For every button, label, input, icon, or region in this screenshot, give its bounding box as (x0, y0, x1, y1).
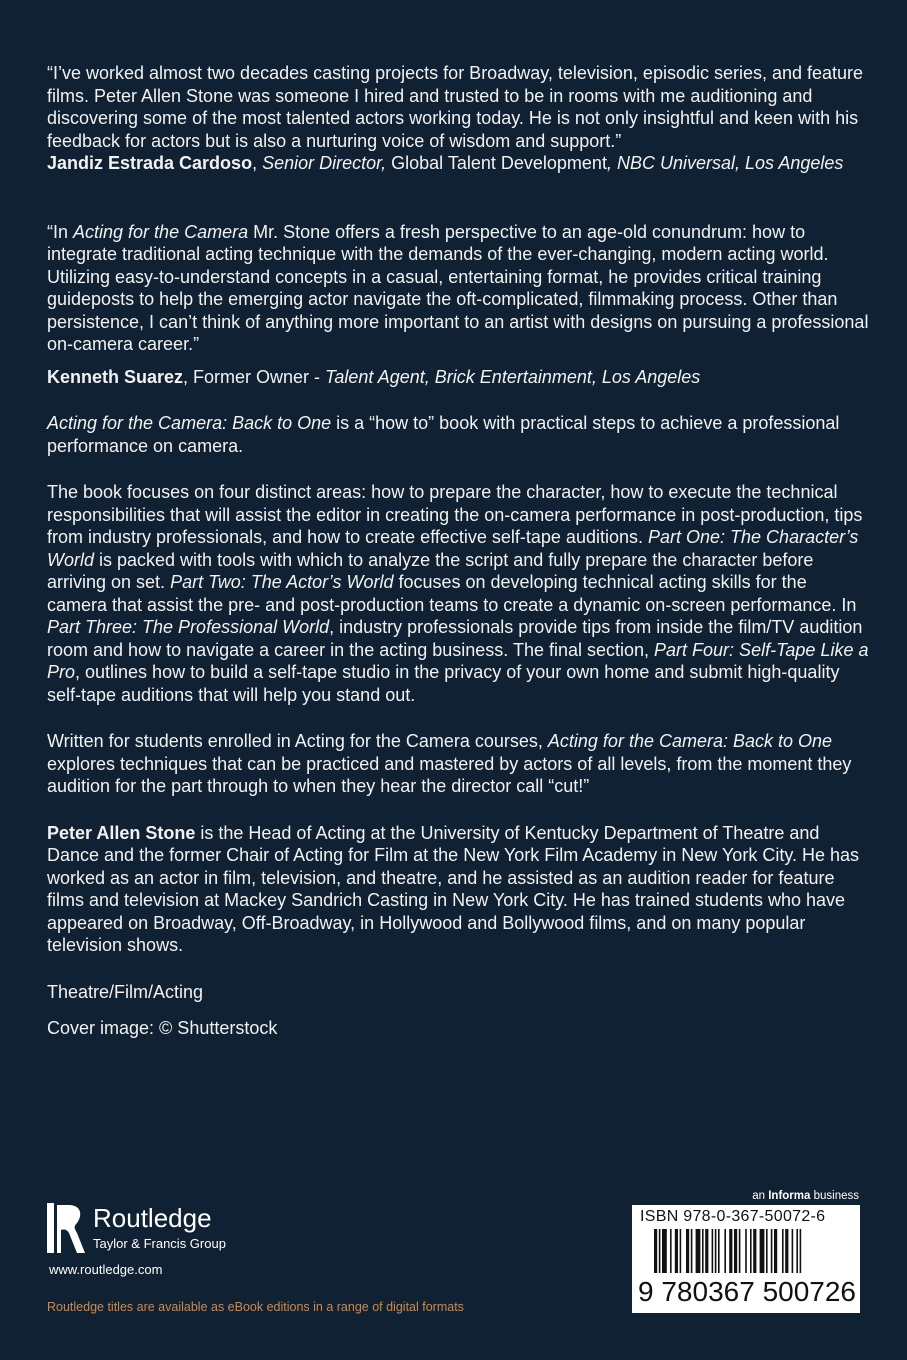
bold-text: Peter Allen Stone (47, 822, 196, 843)
text-run: , outlines how to build a self-tape studio in the privacy of your own home and submit high-quality self-tape auditions that will help you stand out. (47, 662, 840, 705)
back-cover-text (47, 62, 869, 1040)
publisher-url[interactable]: www.routledge.com (49, 1262, 163, 1277)
barcode-bar (800, 1229, 802, 1273)
informa-post: business (810, 1190, 859, 1202)
barcode-bar (753, 1229, 756, 1273)
barcode-bar (782, 1229, 784, 1273)
text-run: is packed with tools with which to analyze the script and fully prepare the character before arriving on set. (47, 549, 814, 592)
barcode-bar (766, 1229, 768, 1273)
italic-text: Part Three: The Professional World (47, 617, 330, 637)
barcode-bar (691, 1229, 693, 1273)
barcode-bar (696, 1229, 701, 1273)
italic-text: Acting for the Camera (73, 221, 249, 242)
text-run: The book focuses on four distinct areas: how to prepare the character, how to execute the technical responsibilities that will assist the editor in creating the on-camera performance in post-production, tips from industry professionals, and how to create effective self-tape auditions. (47, 482, 863, 547)
book-description (47, 481, 869, 706)
barcode-bar (715, 1229, 717, 1273)
informa-business-label (752, 1190, 859, 1202)
text-run: is the Head of Acting at the University of Kentucky Department of Theatre and Dance and the former Chair of Acting for Film at the New York Film Academy in New York City. He has worked as an actor in film, television, and theatre, and he assisted as an audition reader for feature films and television at Mackey Sandrich Casting in New York City. He has trained students who have appeared on Broadway, Off-Broadway, in Hollywood and Bollywood films, and on many popular television shows. (47, 822, 860, 955)
barcode-bar (760, 1229, 765, 1273)
barcode-bar (712, 1229, 714, 1273)
text-run: focuses on developing technical acting skills for the camera that assist the pre- and post-production teams to create a dynamic on-screen performance. In (47, 572, 857, 615)
cover-image-credit (47, 1017, 869, 1040)
barcode-bar (739, 1229, 741, 1273)
italic-text: , NBC Universal, Los Angeles (606, 153, 844, 173)
text-run: is a “how to” book with practical steps to achieve a professional performance on camera. (47, 413, 840, 456)
barcode-bar (729, 1229, 732, 1273)
italic-text: Acting for the Camera: Back to One (47, 413, 332, 433)
barcode-bar (670, 1229, 672, 1273)
author-bio (47, 822, 869, 957)
bold-text: Jandiz Estrada Cardoso (47, 153, 253, 173)
text-run: “I’ve worked almost two decades casting projects for Broadway, television, episodic series, and feature films. Peter Allen Stone was someone I hired and trusted to be in rooms with me auditioning and discovering some of the most talented actors working today. He is not only insightful and keen with his feedback for actors but is also a nurturing voice of wisdom and support.” (47, 63, 864, 151)
barcode-bar (792, 1229, 794, 1273)
barcode-bar (659, 1229, 661, 1273)
barcode-bar (785, 1229, 788, 1273)
publisher-group: Taylor & Francis Group (93, 1236, 226, 1251)
text-run: Cover image: © Shutterstock (47, 1018, 278, 1038)
testimonial-2-quote (47, 221, 869, 356)
barcode-bar (675, 1229, 678, 1273)
text-run: explores techniques that can be practiced and mastered by actors of all levels, from the moment they audition for the part through to when they hear the director call “cut!” (47, 753, 852, 796)
italic-text: Senior Director, (262, 153, 387, 173)
ebook-note: Routledge titles are available as eBook editions in a range of digital formats (47, 1300, 464, 1314)
barcode-bar (745, 1229, 747, 1273)
subject-category (47, 981, 869, 1004)
bold-text: Kenneth Suarez (47, 366, 184, 387)
publisher-name: Routledge (93, 1203, 212, 1233)
barcode-digits: 9 780367 500726 (638, 1276, 856, 1307)
text-run: , (252, 153, 263, 173)
barcode-bar (774, 1229, 777, 1273)
text-run: , industry professionals provide tips from inside the film/TV audition room and how to navigate a career in the acting business. The final section, (47, 617, 863, 660)
audience-description (47, 730, 869, 798)
barcode-bar (796, 1229, 798, 1273)
barcode-bars (654, 1229, 854, 1273)
barcode-bar (718, 1229, 720, 1273)
routledge-logo (47, 1203, 247, 1259)
italic-text: Acting for the Camera: Back to One (547, 731, 833, 751)
barcode-bar (680, 1229, 682, 1273)
barcode-bar (750, 1229, 752, 1273)
routledge-r-icon (47, 1203, 87, 1259)
testimonial-2-attribution (47, 366, 869, 389)
text-run: , Former Owner - (183, 366, 326, 387)
barcode-bar (724, 1229, 726, 1273)
barcode-bar (662, 1229, 667, 1273)
isbn-barcode (632, 1205, 860, 1313)
italic-text: Part Two: The Actor’s World (170, 572, 394, 592)
italic-text: Part Four: Self-Tape Like a Pro (47, 639, 869, 682)
barcode-bar (702, 1229, 704, 1273)
informa-pre: an (752, 1190, 769, 1202)
barcode-bar (686, 1229, 689, 1273)
text-run: Global Talent Development (386, 153, 607, 173)
text-run: “In (47, 221, 74, 242)
barcode-bar (705, 1229, 708, 1273)
italic-text: Part One: The Character’s World (47, 527, 859, 570)
barcode-bar (654, 1229, 657, 1273)
testimonial-1-quote (47, 62, 869, 152)
italic-text: Talent Agent, Brick Entertainment, Los Angeles (325, 366, 701, 387)
text-run: Theatre/Film/Acting (47, 981, 204, 1002)
book-summary (47, 412, 869, 457)
barcode-bar (771, 1229, 773, 1273)
testimonial-1-attribution (47, 152, 869, 175)
informa-brand: Informa (768, 1190, 811, 1202)
barcode-bar (734, 1229, 737, 1273)
isbn-label: ISBN 978-0-367-50072-6 (640, 1208, 826, 1225)
text-run: Mr. Stone offers a fresh perspective to an age-old conundrum: how to integrate traditional acting technique with the demands of the ever-changing, modern acting world. Utilizing easy-to-understand concepts in a casual, entertaining format, he provides critical training guideposts to help the emerging actor navigate the oft-complicated, filmmaking process. Other than persistence, I can’t think of anything more important to an artist with designs on pursuing a professional on-camera career.” (47, 221, 869, 354)
text-run: Written for students enrolled in Acting for the Camera courses, (47, 731, 548, 751)
